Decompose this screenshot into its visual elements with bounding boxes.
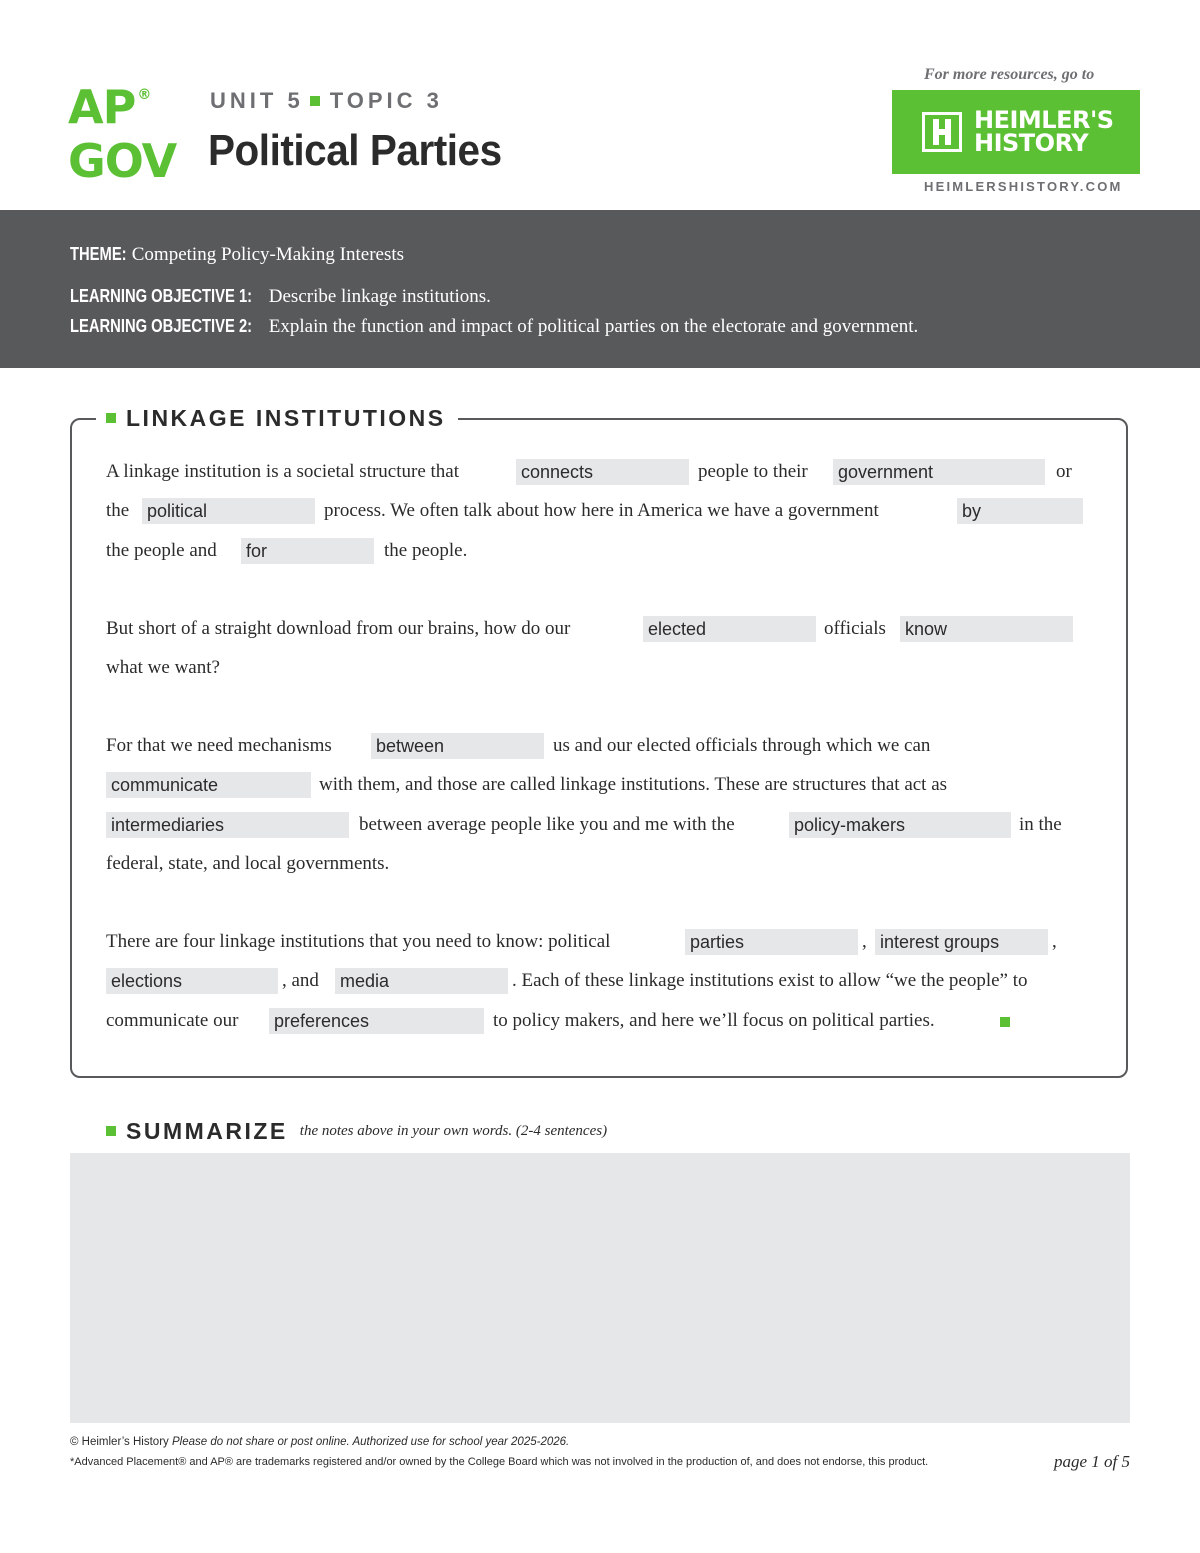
- p1-text-7: the people.: [384, 540, 468, 561]
- linkage-heading-text: LINKAGE INSTITUTIONS: [126, 404, 446, 431]
- blank-between[interactable]: between: [371, 733, 544, 759]
- linkage-section-heading: [96, 403, 458, 433]
- p4-text-6: communicate our: [106, 1010, 239, 1031]
- p3-text-2: us and our elected officials through which we can: [553, 735, 931, 756]
- p4-text-2: ,: [862, 931, 867, 952]
- resources-note: For more resources, go to: [924, 66, 1095, 83]
- brand-name-line2: HISTORY: [974, 129, 1089, 157]
- blank-political[interactable]: political: [142, 498, 315, 524]
- usage-notice: Please do not share or post online. Authorized use for school year 2025-2026.: [172, 1436, 570, 1448]
- blank-parties[interactable]: parties: [685, 929, 858, 955]
- brand-name-line1: HEIMLER'S: [974, 106, 1114, 134]
- p2-text-1: But short of a straight download from our brains, how do our: [106, 618, 571, 639]
- summarize-heading-text: SUMMARIZE: [126, 1117, 288, 1144]
- ap-gov-logo: [68, 80, 198, 188]
- theme-row: [70, 244, 404, 266]
- p4-text-1: There are four linkage institutions that you need to know: political: [106, 931, 611, 952]
- copyright-line: [70, 1436, 569, 1448]
- objective-2-row: [70, 316, 918, 338]
- summarize-heading: [96, 1116, 619, 1146]
- blank-intermediaries[interactable]: intermediaries: [106, 812, 349, 838]
- objective-1-label: LEARNING OBJECTIVE 1:: [70, 286, 253, 306]
- heading-square-icon: [106, 413, 116, 423]
- objective-2-text: Explain the function and impact of political parties on the electorate and government.: [268, 316, 919, 337]
- p1-text-5: process. We often talk about how here in America we have a government: [324, 500, 879, 521]
- blank-by[interactable]: by: [957, 498, 1083, 524]
- p3-text-5: in the: [1019, 814, 1062, 835]
- blank-elections[interactable]: elections: [106, 968, 278, 994]
- p1-text-3: or: [1056, 461, 1072, 482]
- blank-government[interactable]: government: [833, 459, 1045, 485]
- p1-text-4: the: [106, 500, 130, 521]
- trademark-notice: *Advanced Placement® and AP® are trademarks registered and/or owned by the College Board which was not involved in the production of, and does not endorse, this product.: [70, 1456, 929, 1468]
- brand-name: [974, 106, 1114, 157]
- p3-text-1: For that we need mechanisms: [106, 735, 332, 756]
- summary-writing-area[interactable]: [70, 1153, 1130, 1423]
- heimlers-history-logo[interactable]: [892, 90, 1140, 174]
- p1-text-6: the people and: [106, 540, 217, 561]
- logo-ap: AP: [68, 80, 136, 134]
- unit-topic-line: [210, 88, 443, 114]
- blank-for[interactable]: for: [241, 538, 374, 564]
- p4-text-3: ,: [1052, 931, 1057, 952]
- p4-text-7: to policy makers, and here we’ll focus on political parties.: [493, 1010, 935, 1031]
- unit-label: UNIT 5: [210, 88, 304, 113]
- page-number: page 1 of 5: [1053, 1452, 1130, 1471]
- p4-text-4: , and: [282, 970, 319, 991]
- logo-registered-mark: ®: [137, 87, 152, 103]
- topic-label: TOPIC 3: [329, 88, 443, 113]
- objective-1-row: [70, 286, 491, 308]
- blank-preferences[interactable]: preferences: [269, 1008, 484, 1034]
- objective-2-label: LEARNING OBJECTIVE 2:: [70, 316, 253, 336]
- blank-communicate[interactable]: communicate: [106, 772, 311, 798]
- brand-url-link[interactable]: HEIMLERSHISTORY.COM: [924, 179, 1123, 194]
- p4-text-5: . Each of these linkage institutions exist to allow “we the people” to: [512, 970, 1028, 991]
- p2-text-2: officials: [824, 618, 886, 639]
- separator-square-icon: [310, 96, 320, 106]
- blank-connects[interactable]: connects: [516, 459, 689, 485]
- h-mark-icon: [922, 112, 962, 152]
- theme-label: THEME:: [70, 244, 127, 264]
- copyright-text: © Heimler’s History: [70, 1436, 169, 1448]
- p1-text-2: people to their: [698, 461, 808, 482]
- heading-square-icon: [106, 1126, 116, 1136]
- objective-1-text: Describe linkage institutions.: [268, 286, 491, 307]
- blank-media[interactable]: media: [335, 968, 508, 994]
- logo-gov: GOV: [68, 134, 177, 188]
- blank-elected[interactable]: elected: [643, 616, 816, 642]
- p1-text-1: A linkage institution is a societal structure that: [106, 461, 460, 482]
- page-title: Political Parties: [208, 126, 502, 175]
- p2-text-3: what we want?: [106, 657, 220, 678]
- p3-text-6: federal, state, and local governments.: [106, 853, 390, 874]
- theme-text: Competing Policy-Making Interests: [131, 244, 405, 265]
- blank-interest-groups[interactable]: interest groups: [875, 929, 1048, 955]
- objectives-band: [0, 210, 1200, 368]
- blank-policy-makers[interactable]: policy-makers: [789, 812, 1011, 838]
- p3-text-3: with them, and those are called linkage institutions. These are structures that act as: [319, 774, 948, 795]
- end-square-icon: [1000, 1017, 1010, 1027]
- p3-text-4: between average people like you and me with the: [359, 814, 735, 835]
- blank-know[interactable]: know: [900, 616, 1073, 642]
- summarize-instructions: the notes above in your own words. (2-4 sentences): [299, 1122, 608, 1139]
